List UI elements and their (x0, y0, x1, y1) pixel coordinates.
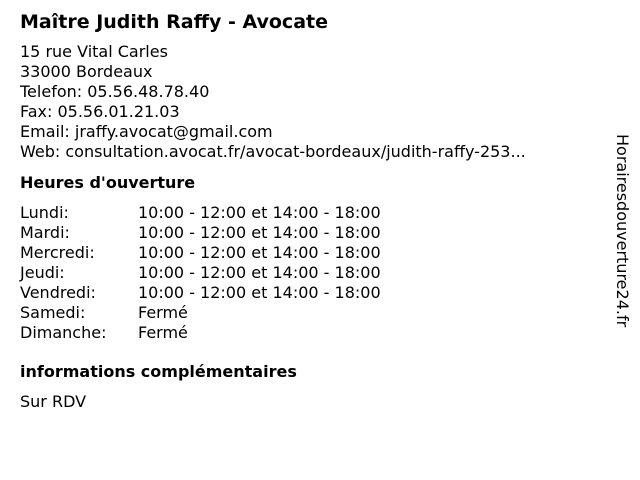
city-line: 33000 Bordeaux (20, 62, 153, 81)
additional-info-heading: informations complémentaires (20, 362, 297, 381)
day-label: Mercredi: (20, 243, 95, 262)
hours-row-thursday (20, 263, 600, 283)
hours-row-sunday (20, 323, 600, 343)
hours-row-monday (20, 203, 600, 223)
hours-value: 10:00 - 12:00 et 14:00 - 18:00 (138, 283, 381, 302)
hours-row-friday (20, 283, 600, 303)
site-watermark: Horairesdouverture24.fr (613, 134, 632, 328)
hours-value: 10:00 - 12:00 et 14:00 - 18:00 (138, 223, 381, 242)
hours-row-wednesday (20, 243, 600, 263)
additional-info-text: Sur RDV (20, 392, 87, 411)
fax-line: Fax: 05.56.01.21.03 (20, 102, 180, 121)
day-label: Jeudi: (20, 263, 65, 282)
hours-row-saturday (20, 303, 600, 323)
hours-value: Fermé (138, 323, 188, 342)
hours-value: 10:00 - 12:00 et 14:00 - 18:00 (138, 203, 381, 222)
business-name: Maître Judith Raffy - Avocate (20, 11, 328, 33)
opening-hours-heading: Heures d'ouverture (20, 173, 196, 192)
hours-value: 10:00 - 12:00 et 14:00 - 18:00 (138, 243, 381, 262)
day-label: Lundi: (20, 203, 69, 222)
opening-hours-table (20, 203, 600, 343)
hours-value: 10:00 - 12:00 et 14:00 - 18:00 (138, 263, 381, 282)
phone-line: Telefon: 05.56.48.78.40 (20, 82, 210, 101)
hours-value: Fermé (138, 303, 188, 322)
hours-row-tuesday (20, 223, 600, 243)
day-label: Samedi: (20, 303, 86, 322)
street-address: 15 rue Vital Carles (20, 42, 168, 61)
day-label: Vendredi: (20, 283, 96, 302)
email-line: Email: jraffy.avocat@gmail.com (20, 122, 273, 141)
business-info-card (20, 10, 600, 412)
day-label: Mardi: (20, 223, 70, 242)
day-label: Dimanche: (20, 323, 107, 342)
website-line: Web: consultation.avocat.fr/avocat-bordeaux/judith-raffy-253... (20, 142, 526, 161)
